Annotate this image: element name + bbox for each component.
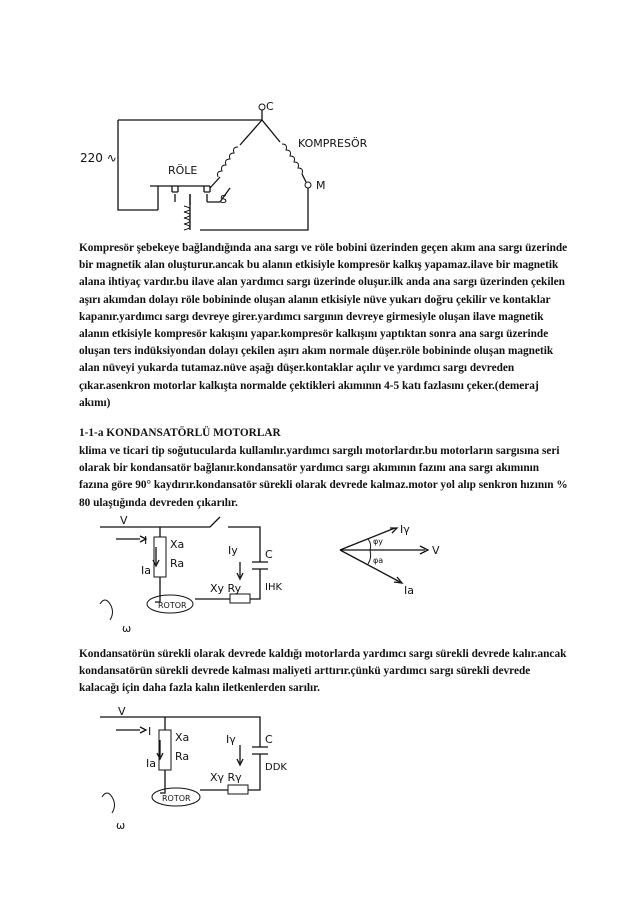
svg-text:Ia: Ia [146,757,156,770]
svg-text:RÖLE: RÖLE [168,164,198,177]
compressor-relay-diagram [80,90,370,250]
svg-text:V: V [120,514,128,527]
svg-text:Iγ: Iγ [400,523,410,536]
svg-text:I: I [148,725,152,738]
svg-text:Xγ Rγ: Xγ Rγ [210,771,242,784]
svg-text:ω: ω [116,819,126,832]
svg-text:Xa: Xa [170,538,185,551]
permanent-capacitor-circuit-diagram [100,705,300,830]
svg-text:DDK: DDK [265,762,287,773]
svg-text:M: M [316,179,326,192]
paragraph-capacitor-motors: klima ve ticari tip soğutucularda kullanılır.yardımcı sargılı motorlardır.bu motorların sargısına seri olarak bir kondansatör bağlanır.kondansatör yardımcı sargı akımının fazını ana sargı akımının fazına göre 90° kaydırır.kondansatör sürekli olarak devrede kalmaz.motor yol alıp senkron hızının % 80 ulaştığında devreden çıkarılır. [79,445,568,509]
svg-text:C: C [266,100,274,113]
svg-text:S: S [220,193,227,206]
svg-text:ROTOR: ROTOR [158,601,187,610]
svg-text:Iγ: Iγ [226,733,236,746]
svg-text:Ra: Ra [170,557,185,570]
svg-text:C: C [265,548,273,561]
paragraph-relay-operation: Kompresör şebekeye bağlandığında ana sargı ve röle bobini üzerinden geçen akım ana sargı üzerinde bir magnetik alan oluşturur.ancak bu alanın etkisiyle kompresör kalkış yapamaz.ilave bir magnetik alana ihtiyaç vardır.bu ilave alan yardımcı sargı üzerinde oluşur.ilk anda ana sargı üzerinden çekilen aşırı akımdan dolayı röle bobininde oluşan alanın etkisiyle nüve yukarı doğru çekilir ve kontaklar kapanır.yardımcı sargı devreye girer.yardımcı sargının devreye girmesiyle oluşan ilave magnetik alanın etkisiyle kompresör kakışını yapar.kompresör kalkışını yaptıktan sonra ana sargı üzerinde oluşan ters indüksiyondan dolayı çekilen aşırı akım normale düşer.röle bobininde oluşan magnetik alan nüveyi yukarda tutamaz.nüve aşağı düşer.kontaklar açılır ve yardımcı sargı devreden çıkar.asenkron motorlar kalkışta normalde çektikleri akımının 4-5 katı fazlasını çeker.(demeraj akımı) [79,242,568,409]
capacitor-start-circuit-diagram [100,512,330,637]
svg-text:Xy Ry: Xy Ry [210,582,242,595]
section-heading: 1-1-a KONDANSATÖRLÜ MOTORLAR [79,427,281,439]
svg-text:C: C [265,733,273,746]
svg-text:Ra: Ra [175,750,190,763]
svg-text:220 ∿: 220 ∿ [80,151,117,165]
svg-text:V: V [118,705,126,718]
svg-text:ROTOR: ROTOR [162,794,191,803]
svg-text:KOMPRESÖR: KOMPRESÖR [298,137,368,150]
svg-text:Ia: Ia [404,584,414,597]
svg-text:V: V [432,544,440,557]
paragraph-permanent-capacitor: Kondansatörün sürekli olarak devrede kaldığı motorlarda yardımcı sargı sürekli devrede kalır.ancak kondansatörün sürekli devrede kalması maliyeti arttırır.çünkü yardımcı sargı sürekli devrede kalacağı için daha fazla kalın iletkenlerden sarılır. [79,648,567,695]
svg-text:Xa: Xa [175,731,190,744]
svg-text:ω: ω [122,622,132,635]
svg-text:Iy: Iy [228,544,238,557]
svg-text:Ia: Ia [141,564,151,577]
svg-text:φa: φa [373,556,384,565]
svg-text:φy: φy [373,537,384,546]
svg-text:IHK: IHK [265,582,283,593]
phasor-diagram [340,523,440,603]
svg-text:I: I [144,534,148,547]
